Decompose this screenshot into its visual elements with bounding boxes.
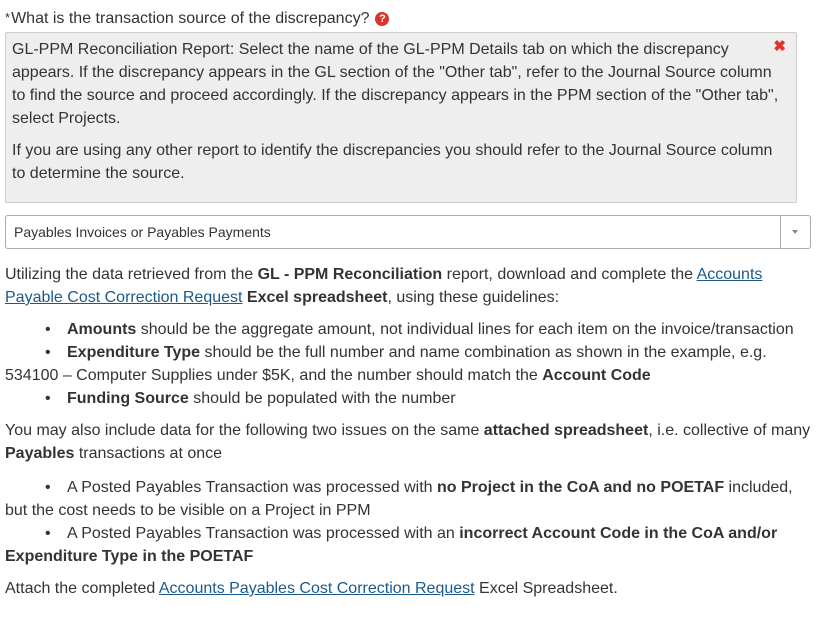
help-paragraph-2: If you are using any other report to identify the discrepancies you should refer to the Journal Source column to determine the source. — [12, 142, 773, 182]
para-bold-2: Payables — [5, 445, 75, 462]
bullet-icon: • — [45, 321, 51, 338]
close-icon[interactable]: ✖ — [773, 38, 786, 55]
list-item — [5, 476, 817, 522]
caret-down-icon — [792, 230, 798, 234]
para-text-1: You may also include data for the following two issues on the same — [5, 422, 484, 439]
item-text: A Posted Payables Transaction was processed with — [67, 479, 437, 496]
item-bold: incorrect Account Code in the CoA and/or Expenditure Type in the POETAF — [5, 525, 778, 565]
guidelines-list — [5, 318, 817, 410]
list-item — [5, 387, 817, 410]
item-bold-2: Account Code — [542, 367, 651, 384]
question-text: What is the transaction source of the discrepancy? — [11, 10, 370, 27]
select-value: Payables Invoices or Payables Payments — [14, 224, 271, 240]
item-text: should be the aggregate amount, not individual lines for each item on the invoice/transaction — [136, 321, 794, 338]
intro-text-1: Utilizing the data retrieved from the — [5, 266, 258, 283]
bullet-icon: • — [45, 390, 51, 407]
para-bold-1: attached spreadsheet — [483, 422, 649, 439]
issues-list — [5, 476, 817, 568]
bullet-icon: • — [45, 525, 51, 542]
list-item — [5, 318, 817, 341]
instructions — [5, 263, 817, 600]
attach-text-2: Excel Spreadsheet. — [474, 580, 618, 597]
item-text: A Posted Payables Transaction was processed with an — [67, 525, 460, 542]
list-item — [5, 522, 817, 568]
item-text: should be populated with the number — [188, 390, 456, 407]
intro-bold-2: Excel spreadsheet — [246, 289, 388, 306]
transaction-source-select[interactable] — [5, 215, 811, 249]
item-text-2: included, but the cost needs to be visible on a Project in PPM — [5, 479, 793, 519]
item-bold: no Project in the CoA and no POETAF — [436, 479, 725, 496]
item-bold: Funding Source — [67, 390, 189, 407]
bullet-icon: • — [45, 479, 51, 496]
collective-paragraph — [5, 419, 817, 465]
intro-bold-1: GL - PPM Reconciliation — [257, 266, 443, 283]
accounts-payable-link[interactable]: Accounts Payable Cost Correction Request — [5, 266, 763, 306]
attach-paragraph — [5, 577, 817, 600]
item-bold: Expenditure Type — [67, 344, 201, 361]
item-bold: Amounts — [67, 321, 137, 338]
attach-text-1: Attach the completed — [5, 580, 159, 597]
help-paragraph-1: GL-PPM Reconciliation Report: Select the name of the GL-PPM Details tab on which the discrepancy appears. If the discrepancy appears in the GL section of the "Other tab", refer to the Journal Source column to find the source and proceed accordingly. If the discrepancy appears in the PPM section of the "Other tab", select Projects. — [12, 41, 779, 127]
intro-text-2: report, download and complete the — [442, 266, 697, 283]
select-arrow-button[interactable] — [780, 216, 810, 248]
item-text: should be the full number and name combination as shown in the example, e.g. 534100 – Computer Supplies under $5K, and the number should match the — [5, 344, 767, 384]
intro-text-4: , using these guidelines: — [387, 289, 560, 306]
list-item — [5, 341, 817, 387]
question-circle-icon[interactable]: ? — [375, 12, 389, 26]
para-text-2: , i.e. collective of many — [648, 422, 811, 439]
accounts-payables-link[interactable]: Accounts Payables Cost Correction Request — [158, 580, 475, 597]
help-text-box — [5, 32, 797, 203]
required-mark: * — [5, 10, 11, 25]
question-label — [5, 9, 389, 29]
para-text-3: transactions at once — [74, 445, 223, 462]
intro-paragraph — [5, 263, 817, 309]
bullet-icon: • — [45, 344, 51, 361]
